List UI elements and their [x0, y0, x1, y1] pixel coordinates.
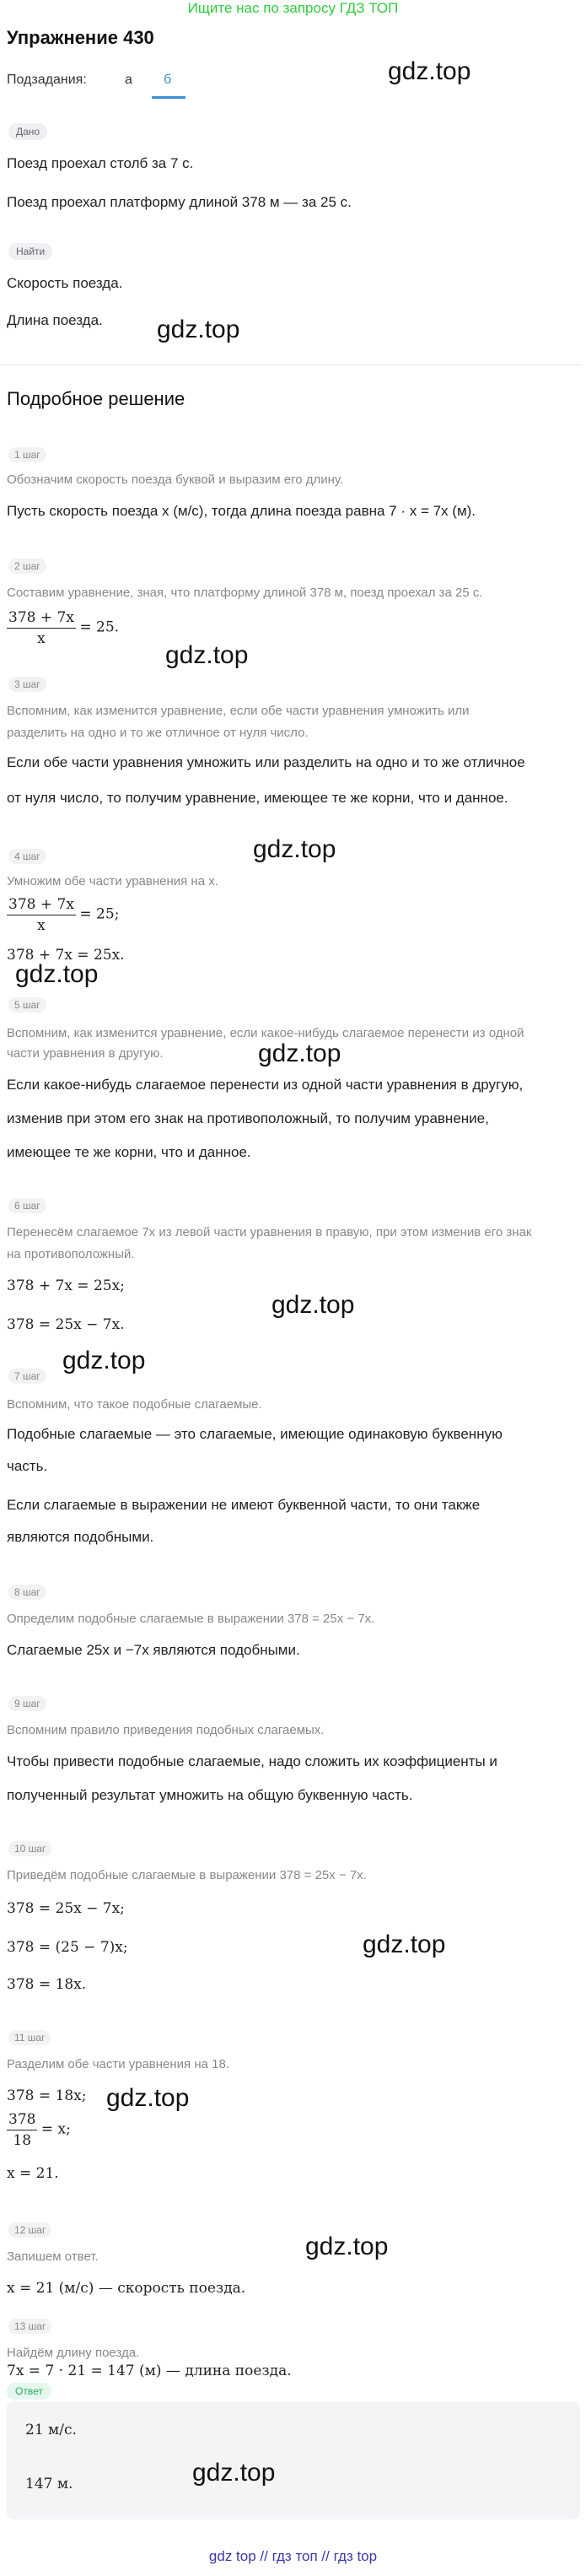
step-text: Если слагаемые в выражении не имеют буквенной части, то они также — [7, 1497, 481, 1513]
step-text: изменив при этом его знак на противоположный, то получим уравнение, — [7, 1110, 489, 1126]
step-text: Слагаемые 25x и −7x являются подобными. — [7, 1642, 300, 1658]
fraction: $\frac{378 + 7x}{x}$ — [8, 896, 74, 934]
active-tab-underline — [152, 96, 185, 99]
answer-box — [7, 2401, 580, 2519]
equation-line: x = 21. — [7, 2165, 59, 2182]
footer-links[interactable]: gdz top // гдз топ // гдз top — [208, 2548, 378, 2564]
step-badge: 12 шаг — [8, 2222, 51, 2238]
equation: $\frac{378}{18}$ = x; — [8, 2111, 71, 2149]
step-text: Пусть скорость поезда x (м/с), тогда длина поезда равна 7 · x = 7x (м). — [7, 503, 476, 519]
step-hint: Вспомним правило приведения подобных слагаемых. — [7, 1723, 325, 1737]
equation-line: 378 = 18x. — [7, 1976, 87, 1993]
equation: $\frac{378 + 7x}{x}$ = 25. — [8, 609, 120, 647]
watermark: gdz.top — [192, 2459, 276, 2487]
step-text: имеющее те же корни, что и данное. — [7, 1144, 251, 1160]
equation-line: 378 = 18x; — [7, 2087, 87, 2104]
step-text: Чтобы привести подобные слагаемые, надо сложить их коэффициенты и — [7, 1753, 497, 1769]
step-hint: части уравнения в другую. — [7, 1046, 164, 1061]
equation-line: 378 + 7x = 25x. — [7, 947, 125, 964]
step-text: являются подобными. — [7, 1529, 154, 1545]
given-line: Поезд проехал платформу длиной 378 м — за 25 с. — [7, 194, 352, 210]
answer-line: 147 м. — [25, 2476, 73, 2492]
step-hint: Вспомним, как изменится уравнение, если какое-нибудь слагаемое перенести из одной — [7, 1026, 524, 1040]
subtasks-label: Подзадания: — [7, 73, 87, 87]
given-line: Поезд проехал столб за 7 с. — [7, 155, 194, 171]
step-hint: Запишем ответ. — [7, 2249, 99, 2264]
tab-a[interactable]: а — [125, 73, 132, 87]
step-hint: Вспомним, что такое подобные слагаемые. — [7, 1397, 262, 1412]
step-hint: Найдём длину поезда. — [7, 2346, 140, 2360]
watermark: gdz.top — [62, 1347, 146, 1374]
step-text: Если какое-нибудь слагаемое перенести из одной части уравнения в другую, — [7, 1077, 524, 1093]
equation-line: 378 = 25x − 7x. — [7, 1316, 125, 1333]
step-text: полученный результат умножить на общую буквенную часть. — [7, 1787, 413, 1803]
step-badge: 9 шаг — [8, 1696, 46, 1711]
step-badge: 4 шаг — [8, 849, 46, 864]
page-title: Упражнение 430 — [7, 27, 154, 48]
step-text: Подобные слагаемые — это слагаемые, имеющие одинаковую буквенную — [7, 1426, 503, 1442]
equation-line: 378 = (25 − 7)x; — [7, 1939, 128, 1956]
watermark: gdz.top — [388, 57, 471, 85]
solution-title: Подробное решение — [7, 388, 185, 409]
step-text: от нуля число, то получим уравнение, имеющее те же корни, что и данное. — [7, 790, 508, 806]
watermark: gdz.top — [165, 641, 249, 669]
find-line: Длина поезда. — [7, 312, 103, 328]
step-badge: 8 шаг — [8, 1585, 46, 1600]
watermark: gdz.top — [15, 960, 99, 988]
step-hint: разделить на одно и то же отличное от нуля число. — [7, 726, 309, 740]
watermark: gdz.top — [305, 2233, 389, 2260]
step-badge: 1 шаг — [8, 447, 46, 462]
step-badge: 13 шаг — [8, 2319, 51, 2334]
step-hint: Составим уравнение, зная, что платформу длиной 378 м, поезд проехал за 25 с. — [7, 586, 483, 600]
equation-line: 7x = 7 · 21 = 147 (м) — длина поезда. — [7, 2363, 292, 2379]
given-pill: Дано — [8, 123, 47, 140]
watermark: gdz.top — [258, 1040, 341, 1067]
top-banner[interactable]: Ищите нас по запросу ГДЗ ТОП — [187, 0, 399, 16]
step-hint: Приведём подобные слагаемые в выражении 378 = 25x − 7x. — [7, 1868, 367, 1882]
tab-b[interactable]: б — [164, 73, 172, 87]
step-badge: 10 шаг — [8, 1841, 51, 1856]
find-line: Скорость поезда. — [7, 275, 123, 291]
step-hint: Обозначим скорость поезда буквой и выразим его длину. — [7, 473, 344, 487]
watermark: gdz.top — [106, 2084, 190, 2112]
step-badge: 5 шаг — [8, 997, 46, 1013]
step-badge: 7 шаг — [8, 1369, 46, 1384]
step-hint: Определим подобные слагаемые в выражении 378 = 25x − 7x. — [7, 1612, 375, 1626]
fraction: $\frac{378}{18}$ — [8, 2111, 36, 2149]
equation-line: 378 = 25x − 7x; — [7, 1900, 125, 1917]
step-text: часть. — [7, 1458, 48, 1474]
step-hint: Умножим обе части уравнения на x. — [7, 874, 218, 888]
equation: $\frac{378 + 7x}{x}$ = 25; — [8, 896, 120, 934]
step-hint: Вспомним, как изменится уравнение, если обе части уравнения умножить или — [7, 704, 470, 718]
step-hint: на противоположный. — [7, 1247, 135, 1261]
watermark: gdz.top — [157, 316, 240, 343]
step-badge: 3 шаг — [8, 677, 46, 692]
answer-line: 21 м/с. — [25, 2422, 77, 2438]
step-hint: Разделим обе части уравнения на 18. — [7, 2057, 229, 2071]
step-badge: 6 шаг — [8, 1198, 46, 1213]
step-text: Если обе части уравнения умножить или разделить на одно и то же отличное — [7, 754, 525, 770]
watermark: gdz.top — [363, 1931, 446, 1958]
step-hint: Перенесём слагаемое 7x из левой части уравнения в правую, при этом изменив его знак — [7, 1225, 532, 1239]
equation-line: x = 21 (м/с) — скорость поезда. — [7, 2280, 246, 2297]
watermark: gdz.top — [271, 1291, 355, 1319]
step-badge: 2 шаг — [8, 559, 46, 574]
watermark: gdz.top — [253, 835, 336, 863]
equation-line: 378 + 7x = 25x; — [7, 1277, 125, 1294]
step-badge: 11 шаг — [8, 2030, 51, 2045]
fraction: $\frac{378 + 7x}{x}$ — [8, 609, 74, 647]
find-pill: Найти — [8, 243, 52, 260]
answer-pill: Ответ — [7, 2383, 51, 2400]
